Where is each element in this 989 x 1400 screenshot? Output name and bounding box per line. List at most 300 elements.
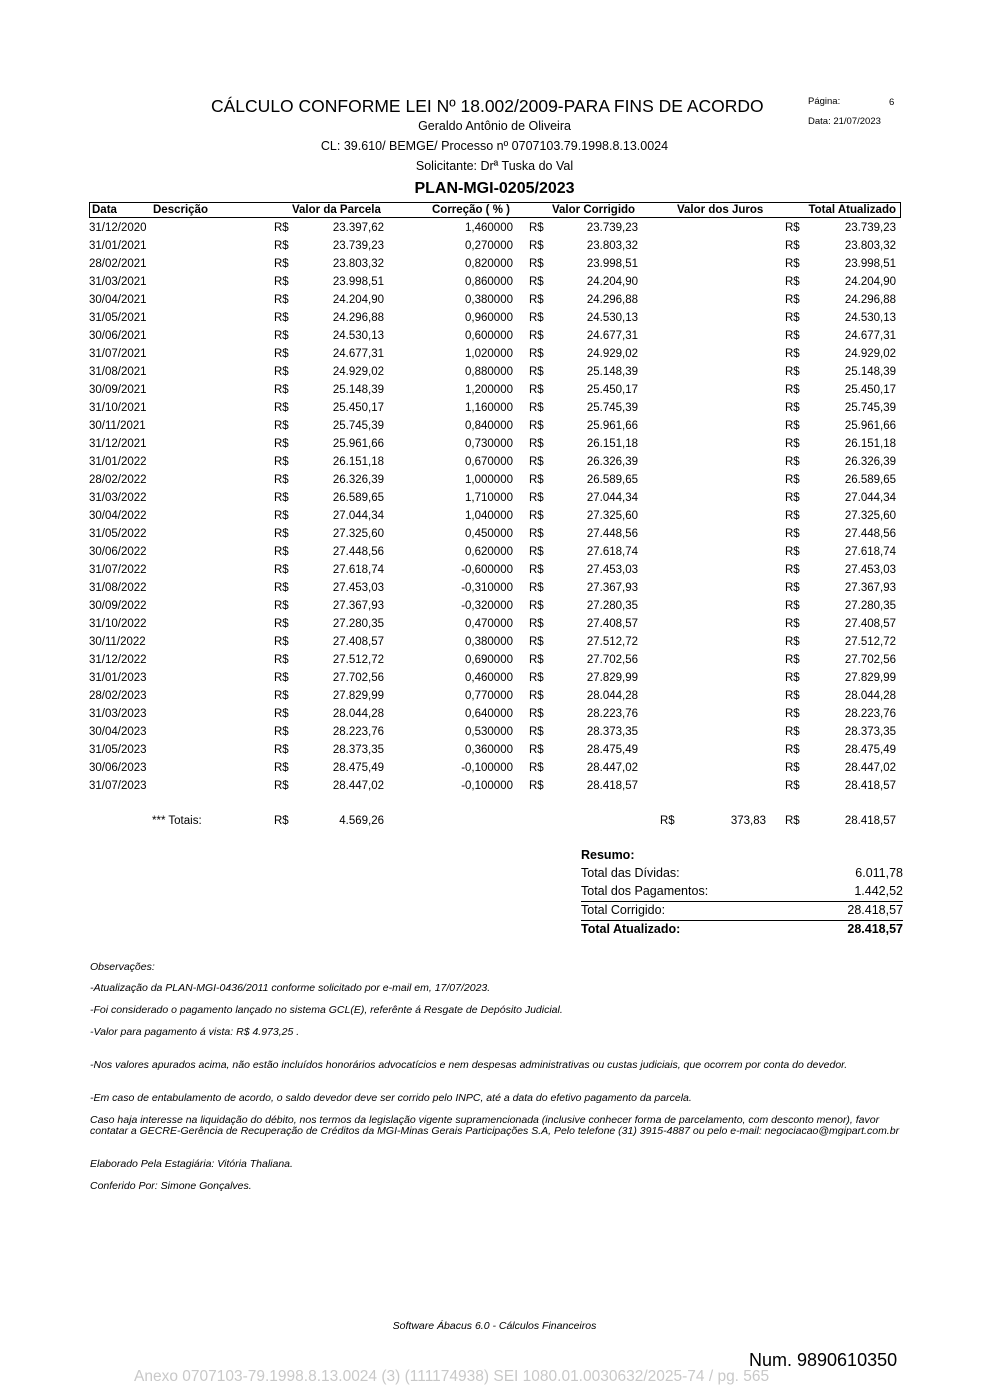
resumo-atualizado xyxy=(581,920,903,939)
row-date: 30/09/2022 xyxy=(89,600,147,612)
row-total-atualizado: 24.677,31 xyxy=(844,330,896,342)
table-row xyxy=(0,436,989,454)
row-currency: R$ xyxy=(529,528,544,540)
row-valor-parcela: 27.044,34 xyxy=(332,510,384,522)
row-valor-parcela: 23.998,51 xyxy=(332,276,384,288)
plan-code: PLAN-MGI-0205/2023 xyxy=(414,180,575,197)
table-row xyxy=(0,454,989,472)
row-currency: R$ xyxy=(274,222,289,234)
row-correcao: 1,020000 xyxy=(465,348,513,360)
row-currency: R$ xyxy=(785,762,800,774)
table-row xyxy=(0,742,989,760)
row-valor-corrigido: 24.204,90 xyxy=(586,276,638,288)
row-total-atualizado: 26.326,39 xyxy=(844,456,896,468)
row-currency: R$ xyxy=(274,510,289,522)
row-date: 30/11/2022 xyxy=(89,636,146,648)
row-total-atualizado: 28.418,57 xyxy=(844,780,896,792)
row-currency: R$ xyxy=(274,420,289,432)
row-valor-corrigido: 25.450,17 xyxy=(586,384,638,396)
row-total-atualizado: 27.453,03 xyxy=(844,564,896,576)
row-currency: R$ xyxy=(274,330,289,342)
col-valor-parcela: Valor da Parcela xyxy=(292,204,381,216)
row-date: 31/07/2022 xyxy=(89,564,147,576)
row-valor-parcela: 28.044,28 xyxy=(332,708,384,720)
row-currency: R$ xyxy=(785,672,800,684)
row-valor-corrigido: 28.475,49 xyxy=(586,744,638,756)
row-currency: R$ xyxy=(529,600,544,612)
row-correcao: 0,690000 xyxy=(465,654,513,666)
row-total-atualizado: 26.589,65 xyxy=(844,474,896,486)
row-currency: R$ xyxy=(529,780,544,792)
row-valor-parcela: 28.373,35 xyxy=(332,744,384,756)
row-date: 31/01/2023 xyxy=(89,672,147,684)
row-correcao: 0,470000 xyxy=(465,618,513,630)
row-valor-parcela: 27.367,93 xyxy=(332,600,384,612)
row-date: 30/06/2022 xyxy=(89,546,147,558)
row-total-atualizado: 27.829,99 xyxy=(844,672,896,684)
document-number: Num. 9890610350 xyxy=(749,1350,898,1370)
row-total-atualizado: 27.448,56 xyxy=(844,528,896,540)
row-currency: R$ xyxy=(785,294,800,306)
row-total-atualizado: 27.044,34 xyxy=(844,492,896,504)
totals-parcela: 4.569,26 xyxy=(339,815,384,827)
row-correcao: -0,600000 xyxy=(461,564,513,576)
resumo-corrigido xyxy=(581,901,903,920)
row-correcao: 0,640000 xyxy=(465,708,513,720)
row-total-atualizado: 25.450,17 xyxy=(844,384,896,396)
row-total-atualizado: 25.961,66 xyxy=(844,420,896,432)
row-valor-parcela: 27.453,03 xyxy=(332,582,384,594)
row-correcao: 1,200000 xyxy=(465,384,513,396)
row-valor-corrigido: 27.280,35 xyxy=(586,600,638,612)
row-total-atualizado: 23.739,23 xyxy=(844,222,896,234)
row-total-atualizado: 27.408,57 xyxy=(844,618,896,630)
row-valor-corrigido: 24.929,02 xyxy=(586,348,638,360)
row-currency: R$ xyxy=(274,726,289,738)
row-valor-parcela: 24.204,90 xyxy=(332,294,384,306)
row-date: 28/02/2021 xyxy=(89,258,147,270)
row-currency: R$ xyxy=(785,654,800,666)
table-row xyxy=(0,292,989,310)
row-valor-parcela: 25.745,39 xyxy=(332,420,384,432)
table-body xyxy=(0,220,989,796)
row-currency: R$ xyxy=(274,438,289,450)
row-currency: R$ xyxy=(274,546,289,558)
row-correcao: 0,820000 xyxy=(465,258,513,270)
row-valor-parcela: 26.151,18 xyxy=(332,456,384,468)
row-valor-parcela: 23.803,32 xyxy=(332,258,384,270)
row-currency: R$ xyxy=(529,222,544,234)
row-currency: R$ xyxy=(529,618,544,630)
row-currency: R$ xyxy=(529,384,544,396)
row-currency: R$ xyxy=(529,564,544,576)
row-correcao: 1,040000 xyxy=(465,510,513,522)
row-correcao: 0,770000 xyxy=(465,690,513,702)
col-data: Data xyxy=(92,204,117,216)
observacao-line: -Nos valores apurados acima, não estão incluídos honorários advocatícios e nem despesas administrativas ou custas judiciais, que ocorrem por conta do devedor. xyxy=(90,1059,848,1071)
row-currency: R$ xyxy=(274,780,289,792)
row-valor-parcela: 25.961,66 xyxy=(332,438,384,450)
table-row xyxy=(0,310,989,328)
row-correcao: 0,460000 xyxy=(465,672,513,684)
row-correcao: 0,360000 xyxy=(465,744,513,756)
resumo-atualizado-label: Total Atualizado: xyxy=(581,922,681,936)
table-row xyxy=(0,328,989,346)
row-currency: R$ xyxy=(274,636,289,648)
row-total-atualizado: 28.373,35 xyxy=(844,726,896,738)
row-currency: R$ xyxy=(274,456,289,468)
observacao-line: -Foi considerado o pagamento lançado no sistema GCL(E), referênte á Resgate de Depósito Judicial. xyxy=(90,1004,563,1016)
row-date: 31/03/2022 xyxy=(89,492,147,504)
col-valor-juros: Valor dos Juros xyxy=(677,204,764,216)
row-correcao: -0,100000 xyxy=(461,780,513,792)
row-valor-parcela: 27.702,56 xyxy=(332,672,384,684)
row-valor-corrigido: 28.223,76 xyxy=(586,708,638,720)
row-correcao: 0,840000 xyxy=(465,420,513,432)
row-valor-corrigido: 24.530,13 xyxy=(586,312,638,324)
table-row xyxy=(0,220,989,238)
row-currency: R$ xyxy=(529,420,544,432)
row-total-atualizado: 24.929,02 xyxy=(844,348,896,360)
row-currency: R$ xyxy=(274,528,289,540)
row-total-atualizado: 24.296,88 xyxy=(844,294,896,306)
row-currency: R$ xyxy=(529,474,544,486)
col-correcao: Correção ( % ) xyxy=(432,204,510,216)
row-total-atualizado: 28.475,49 xyxy=(844,744,896,756)
row-total-atualizado: 27.618,74 xyxy=(844,546,896,558)
row-total-atualizado: 27.280,35 xyxy=(844,600,896,612)
resumo-dividas-label: Total das Dívidas: xyxy=(581,866,680,880)
debtor-name: Geraldo Antônio de Oliveira xyxy=(418,119,571,133)
row-currency: R$ xyxy=(529,672,544,684)
resumo-pagamentos xyxy=(581,883,903,901)
totals-currency-parcela: R$ xyxy=(274,815,289,827)
row-currency: R$ xyxy=(529,546,544,558)
elaborado-por: Elaborado Pela Estagiária: Vitória Thaliana. xyxy=(90,1158,293,1170)
row-currency: R$ xyxy=(785,528,800,540)
row-date: 30/04/2023 xyxy=(89,726,147,738)
row-correcao: 0,880000 xyxy=(465,366,513,378)
row-total-atualizado: 23.803,32 xyxy=(844,240,896,252)
row-valor-parcela: 24.929,02 xyxy=(332,366,384,378)
row-correcao: -0,100000 xyxy=(461,762,513,774)
row-currency: R$ xyxy=(274,744,289,756)
resumo-pagamentos-label: Total dos Pagamentos: xyxy=(581,884,709,898)
row-valor-parcela: 27.325,60 xyxy=(332,528,384,540)
row-correcao: 1,160000 xyxy=(465,402,513,414)
row-currency: R$ xyxy=(785,438,800,450)
resumo-box xyxy=(581,848,903,939)
totals-currency-total: R$ xyxy=(785,815,800,827)
row-currency: R$ xyxy=(785,708,800,720)
table-row xyxy=(0,490,989,508)
row-date: 31/08/2022 xyxy=(89,582,147,594)
row-valor-parcela: 23.397,62 xyxy=(332,222,384,234)
resumo-pagamentos-value: 1.442,52 xyxy=(854,884,903,898)
row-currency: R$ xyxy=(529,636,544,648)
row-valor-parcela: 28.223,76 xyxy=(332,726,384,738)
row-currency: R$ xyxy=(274,348,289,360)
row-total-atualizado: 27.512,72 xyxy=(844,636,896,648)
row-valor-parcela: 27.512,72 xyxy=(332,654,384,666)
table-row xyxy=(0,418,989,436)
row-total-atualizado: 27.325,60 xyxy=(844,510,896,522)
row-date: 31/12/2021 xyxy=(89,438,147,450)
row-valor-corrigido: 25.148,39 xyxy=(586,366,638,378)
row-currency: R$ xyxy=(785,402,800,414)
table-row xyxy=(0,256,989,274)
row-currency: R$ xyxy=(529,438,544,450)
row-currency: R$ xyxy=(785,564,800,576)
table-row xyxy=(0,634,989,652)
row-currency: R$ xyxy=(785,240,800,252)
row-total-atualizado: 24.204,90 xyxy=(844,276,896,288)
row-currency: R$ xyxy=(274,384,289,396)
row-currency: R$ xyxy=(274,708,289,720)
row-valor-parcela: 27.408,57 xyxy=(332,636,384,648)
table-row xyxy=(0,580,989,598)
row-currency: R$ xyxy=(529,312,544,324)
row-currency: R$ xyxy=(785,420,800,432)
row-date: 30/09/2021 xyxy=(89,384,147,396)
totals-total: 28.418,57 xyxy=(844,815,896,827)
row-correcao: 0,960000 xyxy=(465,312,513,324)
table-row xyxy=(0,760,989,778)
row-date: 31/01/2021 xyxy=(89,240,147,252)
row-valor-parcela: 26.589,65 xyxy=(332,492,384,504)
row-correcao: 1,710000 xyxy=(465,492,513,504)
row-valor-corrigido: 27.702,56 xyxy=(586,654,638,666)
row-valor-corrigido: 26.589,65 xyxy=(586,474,638,486)
row-date: 30/06/2021 xyxy=(89,330,147,342)
row-currency: R$ xyxy=(785,222,800,234)
row-currency: R$ xyxy=(529,366,544,378)
row-valor-parcela: 23.739,23 xyxy=(332,240,384,252)
row-valor-corrigido: 27.512,72 xyxy=(586,636,638,648)
row-currency: R$ xyxy=(529,240,544,252)
row-total-atualizado: 24.530,13 xyxy=(844,312,896,324)
row-currency: R$ xyxy=(274,312,289,324)
row-currency: R$ xyxy=(785,546,800,558)
row-valor-parcela: 27.618,74 xyxy=(332,564,384,576)
row-currency: R$ xyxy=(529,402,544,414)
row-currency: R$ xyxy=(529,348,544,360)
row-currency: R$ xyxy=(785,618,800,630)
row-total-atualizado: 26.151,18 xyxy=(844,438,896,450)
row-currency: R$ xyxy=(274,672,289,684)
col-valor-corrigido: Valor Corrigido xyxy=(552,204,636,216)
row-currency: R$ xyxy=(274,294,289,306)
row-correcao: 0,450000 xyxy=(465,528,513,540)
row-currency: R$ xyxy=(274,258,289,270)
row-correcao: 0,600000 xyxy=(465,330,513,342)
row-date: 31/05/2023 xyxy=(89,744,147,756)
row-currency: R$ xyxy=(274,276,289,288)
process-line: CL: 39.610/ BEMGE/ Processo nº 0707103.79.1998.8.13.0024 xyxy=(320,139,669,153)
table-row xyxy=(0,400,989,418)
resumo-corrigido-value: 28.418,57 xyxy=(847,903,903,917)
row-correcao: 0,380000 xyxy=(465,636,513,648)
row-correcao: -0,310000 xyxy=(461,582,513,594)
row-valor-corrigido: 24.296,88 xyxy=(586,294,638,306)
row-currency: R$ xyxy=(274,564,289,576)
table-row xyxy=(0,670,989,688)
row-currency: R$ xyxy=(529,492,544,504)
row-currency: R$ xyxy=(785,780,800,792)
row-valor-parcela: 28.475,49 xyxy=(332,762,384,774)
row-currency: R$ xyxy=(529,510,544,522)
annex-watermark: Anexo 0707103-79.1998.8.13.0024 (3) (111174938) SEI 1080.01.0030632/2025-74 / pg. 565 xyxy=(134,1368,770,1385)
table-row xyxy=(0,472,989,490)
row-date: 28/02/2023 xyxy=(89,690,147,702)
row-total-atualizado: 28.447,02 xyxy=(844,762,896,774)
row-currency: R$ xyxy=(529,330,544,342)
row-currency: R$ xyxy=(785,330,800,342)
document-date: Data: 21/07/2023 xyxy=(808,116,881,127)
row-currency: R$ xyxy=(785,366,800,378)
table-row xyxy=(0,562,989,580)
row-currency: R$ xyxy=(529,294,544,306)
row-currency: R$ xyxy=(529,258,544,270)
software-footer: Software Ábacus 6.0 - Cálculos Financeiros xyxy=(392,1320,597,1332)
row-currency: R$ xyxy=(785,510,800,522)
row-valor-corrigido: 28.447,02 xyxy=(586,762,638,774)
row-total-atualizado: 25.148,39 xyxy=(844,366,896,378)
row-valor-parcela: 25.148,39 xyxy=(332,384,384,396)
row-currency: R$ xyxy=(274,474,289,486)
row-total-atualizado: 27.367,93 xyxy=(844,582,896,594)
row-valor-corrigido: 28.044,28 xyxy=(586,690,638,702)
row-currency: R$ xyxy=(274,654,289,666)
row-currency: R$ xyxy=(529,582,544,594)
table-row xyxy=(0,508,989,526)
row-currency: R$ xyxy=(529,654,544,666)
col-total-atualizado: Total Atualizado xyxy=(808,204,896,216)
table-row xyxy=(0,544,989,562)
row-currency: R$ xyxy=(274,762,289,774)
row-date: 31/07/2021 xyxy=(89,348,147,360)
row-valor-corrigido: 27.367,93 xyxy=(586,582,638,594)
row-currency: R$ xyxy=(529,708,544,720)
observacao-line: -Atualização da PLAN-MGI-0436/2011 conforme solicitado por e-mail em, 17/07/2023. xyxy=(90,982,491,994)
row-date: 30/11/2021 xyxy=(89,420,146,432)
resumo-atualizado-value: 28.418,57 xyxy=(847,922,903,936)
contact-paragraph: Caso haja interesse na liquidação do débito, nos termos da legislação vigente supramencionada (inclusive conhecer forma de parcelamento, com desconto menor), favor contatar a GECRE-Gerência de Recuperação de Créditos da MGI-Minas Gerais Participações S.A, Pelo telefone (31) 3915-4887 ou pelo e-mail: negociacao@mgipart.com.br xyxy=(90,1114,900,1137)
row-valor-corrigido: 26.151,18 xyxy=(586,438,638,450)
row-valor-parcela: 28.447,02 xyxy=(332,780,384,792)
row-date: 30/06/2023 xyxy=(89,762,147,774)
row-total-atualizado: 27.702,56 xyxy=(844,654,896,666)
row-valor-corrigido: 27.325,60 xyxy=(586,510,638,522)
row-valor-parcela: 25.450,17 xyxy=(332,402,384,414)
row-currency: R$ xyxy=(529,690,544,702)
table-row xyxy=(0,724,989,742)
document-title: CÁLCULO CONFORME LEI Nº 18.002/2009-PARA FINS DE ACORDO xyxy=(211,96,764,116)
row-date: 28/02/2022 xyxy=(89,474,147,486)
row-valor-parcela: 24.530,13 xyxy=(332,330,384,342)
row-date: 31/05/2021 xyxy=(89,312,147,324)
table-row xyxy=(0,364,989,382)
requester-line: Solicitante: Drª Tuska do Val xyxy=(415,159,574,173)
row-valor-corrigido: 25.961,66 xyxy=(586,420,638,432)
row-currency: R$ xyxy=(785,276,800,288)
row-currency: R$ xyxy=(785,636,800,648)
table-row xyxy=(0,778,989,796)
row-total-atualizado: 25.745,39 xyxy=(844,402,896,414)
table-row xyxy=(0,526,989,544)
row-currency: R$ xyxy=(274,492,289,504)
table-row xyxy=(0,706,989,724)
observacao-line: -Em caso de entabulamento de acordo, o saldo devedor deve ser corrido pelo INPC, até a data do efetivo pagamento da parcela. xyxy=(90,1092,692,1104)
row-total-atualizado: 28.223,76 xyxy=(844,708,896,720)
row-date: 31/12/2020 xyxy=(89,222,147,234)
row-currency: R$ xyxy=(785,726,800,738)
row-currency: R$ xyxy=(529,456,544,468)
row-currency: R$ xyxy=(785,600,800,612)
row-date: 31/07/2023 xyxy=(89,780,147,792)
row-valor-corrigido: 23.803,32 xyxy=(586,240,638,252)
row-valor-corrigido: 28.373,35 xyxy=(586,726,638,738)
totals-row xyxy=(0,813,989,831)
row-currency: R$ xyxy=(785,690,800,702)
row-currency: R$ xyxy=(785,258,800,270)
row-correcao: 0,530000 xyxy=(465,726,513,738)
table-row xyxy=(0,652,989,670)
row-currency: R$ xyxy=(274,240,289,252)
conferido-por: Conferido Por: Simone Gonçalves. xyxy=(90,1180,252,1192)
row-currency: R$ xyxy=(785,474,800,486)
row-date: 31/10/2022 xyxy=(89,618,147,630)
row-date: 31/12/2022 xyxy=(89,654,147,666)
row-currency: R$ xyxy=(274,690,289,702)
row-currency: R$ xyxy=(529,726,544,738)
page-label: Página: xyxy=(808,96,841,107)
row-valor-corrigido: 23.739,23 xyxy=(586,222,638,234)
row-valor-parcela: 24.677,31 xyxy=(332,348,384,360)
row-valor-parcela: 26.326,39 xyxy=(332,474,384,486)
row-total-atualizado: 23.998,51 xyxy=(844,258,896,270)
row-date: 31/05/2022 xyxy=(89,528,147,540)
row-valor-corrigido: 26.326,39 xyxy=(586,456,638,468)
row-valor-parcela: 27.829,99 xyxy=(332,690,384,702)
row-currency: R$ xyxy=(529,276,544,288)
row-currency: R$ xyxy=(785,582,800,594)
row-date: 31/03/2021 xyxy=(89,276,147,288)
row-currency: R$ xyxy=(529,744,544,756)
row-correcao: 0,860000 xyxy=(465,276,513,288)
row-correcao: 0,730000 xyxy=(465,438,513,450)
table-header xyxy=(89,202,901,218)
resumo-dividas-value: 6.011,78 xyxy=(855,866,903,880)
row-valor-corrigido: 23.998,51 xyxy=(586,258,638,270)
observacoes-title: Observações: xyxy=(90,961,155,973)
col-descricao: Descrição xyxy=(153,204,208,216)
row-valor-corrigido: 27.408,57 xyxy=(586,618,638,630)
table-row xyxy=(0,688,989,706)
row-correcao: -0,320000 xyxy=(461,600,513,612)
row-valor-corrigido: 27.448,56 xyxy=(586,528,638,540)
row-date: 31/10/2021 xyxy=(89,402,147,414)
row-correcao: 0,380000 xyxy=(465,294,513,306)
table-row xyxy=(0,238,989,256)
row-currency: R$ xyxy=(274,618,289,630)
row-valor-corrigido: 28.418,57 xyxy=(586,780,638,792)
row-valor-corrigido: 27.829,99 xyxy=(586,672,638,684)
row-currency: R$ xyxy=(785,492,800,504)
row-currency: R$ xyxy=(274,402,289,414)
row-total-atualizado: 28.044,28 xyxy=(844,690,896,702)
row-currency: R$ xyxy=(785,348,800,360)
